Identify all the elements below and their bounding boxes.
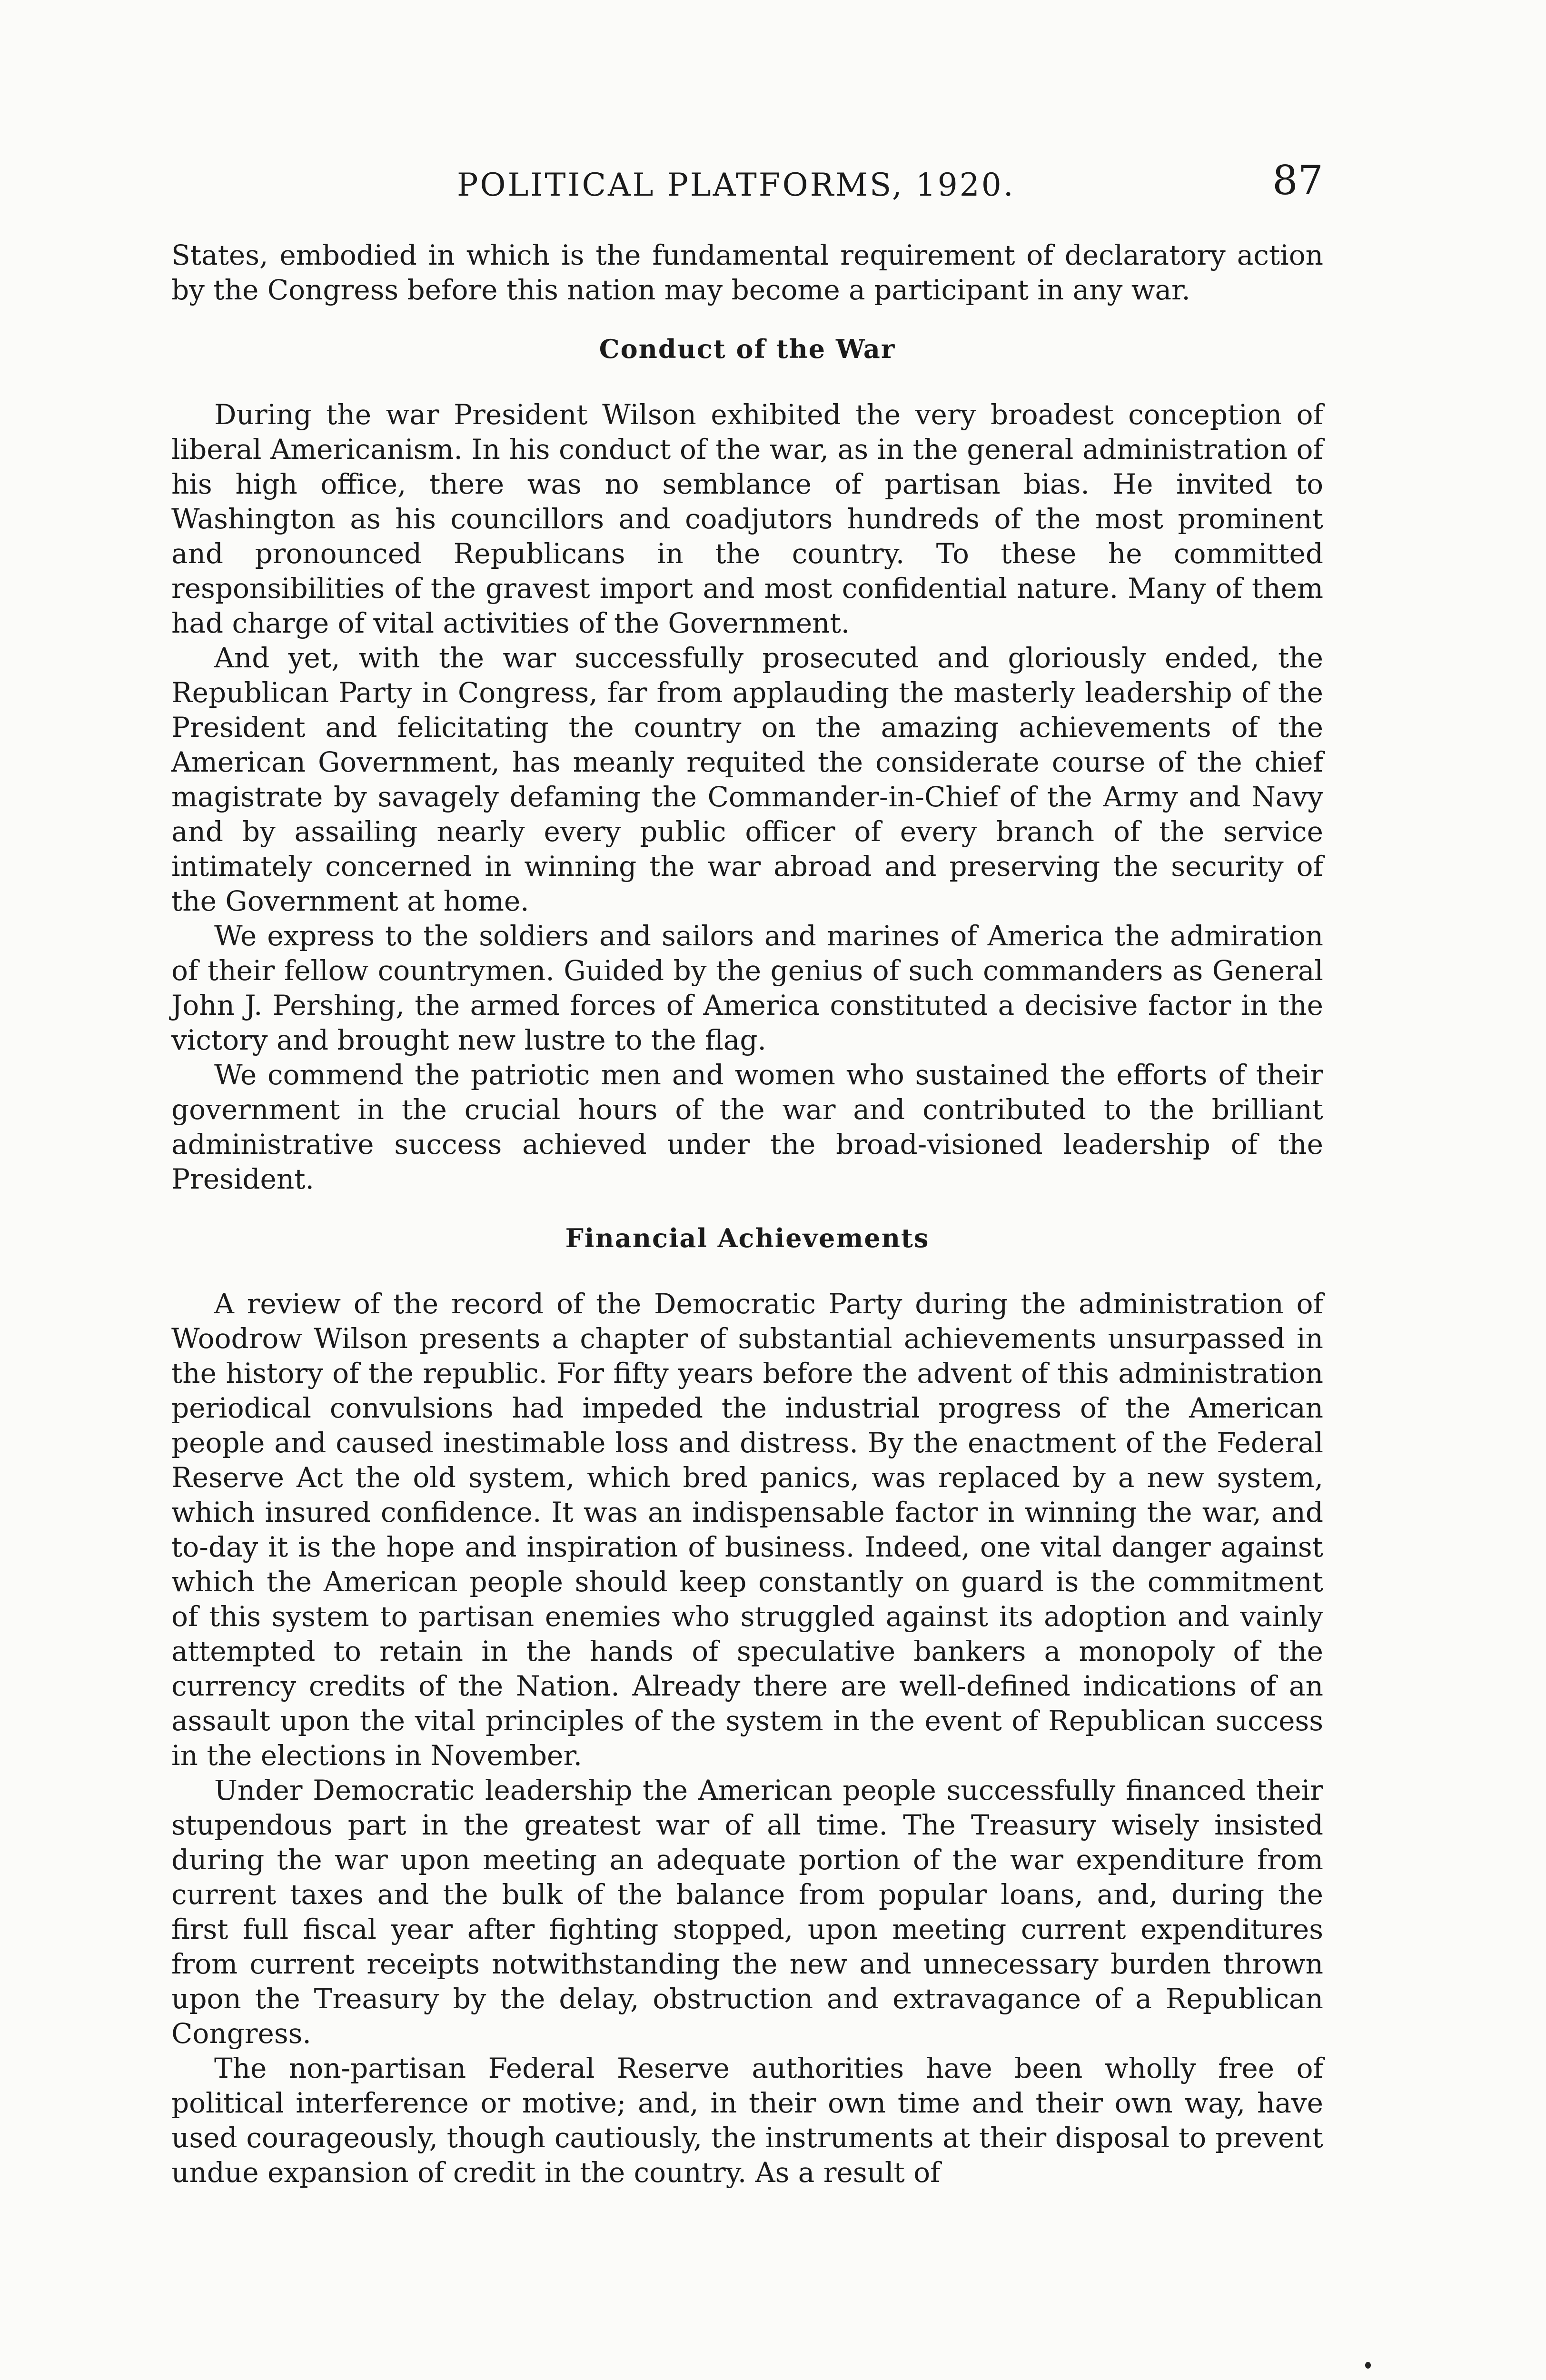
paragraph: We commend the patriotic men and women who sustained the efforts of their government in the crucial hours of the war and contributed to the brilliant administrative success achieved under the broad-visioned leadership of the President. [171,1059,1323,1195]
paragraph: A review of the record of the Democratic Party during the administration of Woodrow Wilson presents a chapter of substantial achievements unsurpassed in the history of the republic. For fifty years before the advent of this administration periodical convulsions had impeded the industrial progress of the American people and caused inestimable loss and distress. By the enactment of the Federal Reserve Act the old system, which bred panics, was replaced by a new system, which insured confidence. It was an indispensable factor in winning the war, and to-day it is the hope and inspiration of business. Indeed, one vital danger against which the American people should keep constantly on guard is the commitment of this system to partisan enemies who struggled against its adoption and vainly attempted to retain in the hands of speculative bankers a monopoly of the currency credits of the Nation. Already there are well-defined indications of an assault upon the vital principles of the system in the event of Republican success in the elections in November. [171,1288,1323,1772]
intro-paragraph: States, embodied in which is the fundamental requirement of declaratory action by the Congress before this nation may become a participant in any war. [171,239,1323,306]
page-body [171,238,1323,2190]
paragraph: The non-partisan Federal Reserve authorities have been wholly free of political interference or motive; and, in their own time and their own way, have used courageously, though cautiously, the instruments at their disposal to prevent undue expansion of credit in the country. As a result of [171,2052,1323,2189]
ink-speck [1365,2362,1371,2369]
paragraph: And yet, with the war successfully prosecuted and gloriously ended, the Republican Party in Congress, far from applauding the masterly leadership of the President and felicitating the country on the amazing achievements of the American Government, has meanly requited the considerate course of the chief magistrate by savagely defaming the Commander-in-Chief of the Army and Navy and by assailing nearly every public officer of every branch of the service intimately concerned in winning the war abroad and preserving the security of the Government at home. [171,642,1323,917]
section-heading-financial-achievements: Financial Achievements [565,1223,930,1253]
paragraph: Under Democratic leadership the American people successfully financed their stupendous part in the greatest war of all time. The Treasury wisely insisted during the war upon meeting an adequate portion of the war expenditure from current taxes and the bulk of the balance from popular loans, and, during the first full fiscal year after fighting stopped, upon meeting current expenditures from current receipts notwithstanding the new and unnecessary burden thrown upon the Treasury by the delay, obstruction and extravagance of a Republican Congress. [171,1774,1323,2050]
page-number: 87 [1272,157,1323,204]
paragraph: We express to the soldiers and sailors and marines of America the admiration of their fellow countrymen. Guided by the genius of such commanders as General John J. Pershing, the armed forces of America constituted a decisive factor in the victory and brought new lustre to the flag. [171,920,1323,1056]
running-head: POLITICAL PLATFORMS, 1920. [457,167,1015,203]
paragraph: During the war President Wilson exhibited the very broadest conception of liberal Americanism. In his conduct of the war, as in the general administration of his high office, there was no semblance of partisan bias. He invited to Washington as his councillors and coadjutors hundreds of the most prominent and pronounced Republicans in the country. To these he committed responsibilities of the gravest import and most confidential nature. Many of them had charge of vital activities of the Government. [171,398,1323,639]
section-heading-conduct-of-the-war: Conduct of the War [599,334,896,364]
page-header [171,157,1323,209]
